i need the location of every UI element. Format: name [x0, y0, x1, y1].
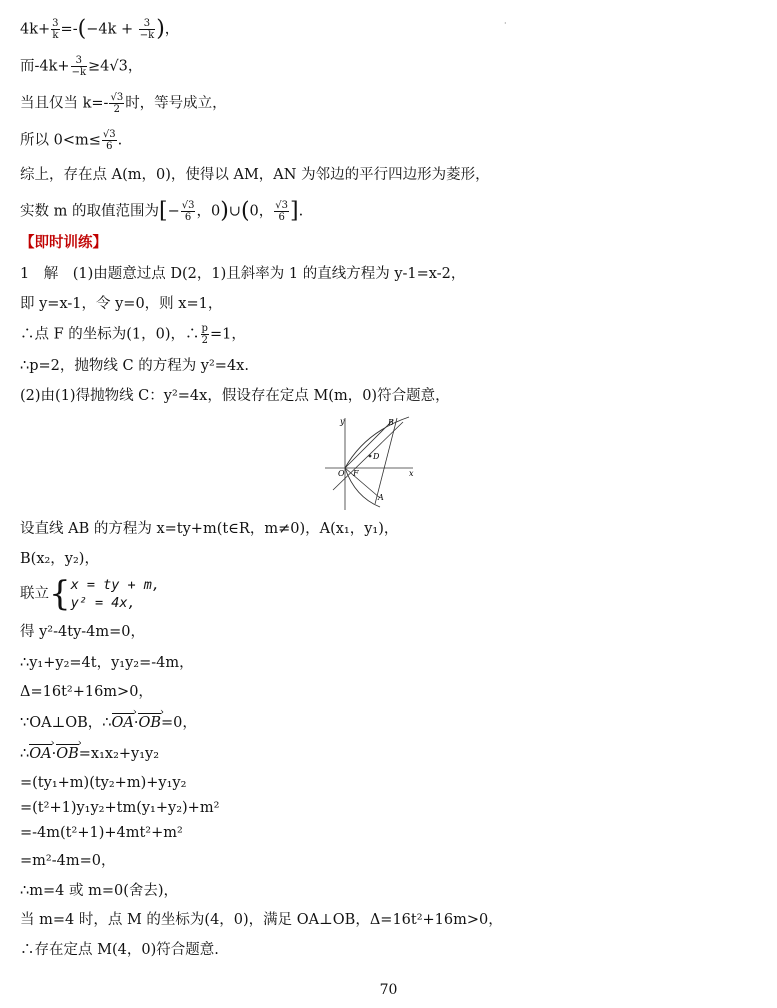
fraction-numerator: √3 [181, 200, 195, 211]
fraction-numerator: 3 [52, 18, 59, 29]
text: ∴点 F 的坐标为(1，0)，∴ [20, 326, 200, 343]
fraction [102, 129, 117, 152]
text: 0， [249, 203, 274, 220]
fraction-denominator: k [52, 30, 59, 41]
vector-oa: OA › [29, 744, 51, 764]
line-10 [20, 323, 767, 346]
dot-operator: · [133, 715, 139, 731]
fraction-denominator: 6 [184, 212, 192, 223]
fraction [71, 55, 87, 78]
text: ≥4√3， [88, 58, 143, 75]
vector-ob: OB › [56, 744, 79, 764]
text: =0， [161, 715, 197, 731]
segment-oa [345, 468, 380, 498]
text: 时，等号成立， [125, 95, 227, 112]
text: ∴ [20, 746, 30, 762]
parabola-curve [345, 417, 409, 507]
line-16: 得 y²-4ty-4m=0， [20, 624, 146, 640]
left-paren: ( [240, 198, 250, 224]
text: =1， [209, 326, 246, 343]
vector-oa: OA › [112, 713, 134, 733]
label-a: A [378, 493, 384, 502]
line-3 [20, 92, 767, 115]
line-23: =-4m(t²+1)+4mt²+m² [20, 825, 183, 841]
fraction [109, 92, 124, 115]
fraction-numerator: 3 [71, 55, 87, 67]
union-symbol: ∪ [228, 203, 241, 220]
line-1 [20, 18, 767, 41]
fraction-denominator: −k [139, 30, 155, 41]
point-d [369, 455, 372, 458]
right-paren: ) [156, 16, 165, 42]
line-27: ∴存在定点 M(4，0)符合题意. [20, 942, 219, 958]
page-number: 70 [379, 982, 398, 998]
text: . [298, 203, 304, 220]
stray-dot: · [504, 19, 507, 28]
text: . [117, 132, 123, 149]
text: =x₁x₂+y₁y₂ [78, 746, 160, 762]
line-20 [20, 744, 767, 764]
vector-ob: OB › [138, 713, 161, 733]
fraction-numerator: √3 [275, 200, 288, 211]
equation-2: y² = 4x, [70, 595, 136, 611]
fraction-denominator: 6 [278, 212, 285, 223]
dot-operator: · [51, 746, 57, 762]
line-6 [20, 200, 767, 223]
label-b: B [388, 418, 394, 427]
text: =- [60, 21, 78, 38]
text: 所以 0<m≤ [20, 132, 101, 149]
label-y: y [340, 417, 345, 426]
label-o: O [338, 469, 345, 478]
line-26: 当 m=4 时，点 M 的坐标为(4，0)，满足 OA⊥OB，Δ=16t²+16m>0， [20, 912, 503, 928]
fraction-numerator: 3 [139, 18, 155, 30]
line-through-d [333, 422, 403, 490]
text: 当且仅当 k=- [20, 95, 109, 112]
right-bracket: ] [290, 198, 299, 224]
text: 而-4k+ [20, 58, 70, 75]
fraction-denominator: 2 [113, 104, 120, 115]
fraction-denominator: 2 [201, 335, 208, 346]
equation-1: x = ty + m, [70, 577, 161, 593]
fraction-denominator: −k [71, 67, 87, 78]
line-18: Δ=16t²+16m>0， [20, 684, 153, 700]
line-8: 1 解 (1)由题意过点 D(2，1)且斜率为 1 的直线方程为 y-1=x-2， [20, 266, 466, 282]
fraction [139, 18, 155, 41]
line-19 [20, 713, 767, 733]
fraction-denominator: 6 [106, 141, 113, 152]
line-17: ∴y₁+y₂=4t，y₁y₂=-4m， [20, 655, 194, 671]
fraction-numerator: √3 [110, 92, 124, 103]
fraction-numerator: √3 [102, 129, 116, 140]
fraction [201, 323, 209, 346]
line-11: ∴p=2，抛物线 C 的方程为 y²=4x. [20, 358, 249, 374]
line-15-system [20, 576, 767, 612]
label-f: F [353, 469, 359, 478]
line-24: =m²-4m=0， [20, 853, 116, 869]
line-21: =(ty₁+m)(ty₂+m)+y₁y₂ [20, 775, 187, 791]
fraction [181, 200, 196, 223]
text: 4k+ [20, 21, 51, 38]
parabola-figure [325, 412, 425, 512]
text: −4k + [86, 21, 138, 38]
line-9: 即 y=x-1，令 y=0，则 x=1， [20, 296, 223, 312]
line-2 [20, 55, 767, 78]
equation-system [71, 576, 160, 612]
label-x: x [409, 469, 414, 478]
left-brace: { [49, 574, 71, 614]
section-heading: 【即时训练】 [20, 234, 107, 251]
line-14: B(x₂，y₂)， [20, 551, 99, 567]
line-25: ∴m=4 或 m=0(舍去)， [20, 883, 179, 899]
line-4 [20, 129, 767, 152]
line-13: 设直线 AB 的方程为 x=ty+m(t∈R，m≠0)，A(x₁，y₁)， [20, 521, 399, 537]
line-12: (2)由(1)得抛物线 C：y²=4x，假设存在定点 M(m，0)符合题意， [20, 388, 450, 404]
text: ∵OA⊥OB，∴ [20, 715, 112, 731]
left-bracket: [ [158, 198, 168, 224]
left-paren: ( [77, 16, 87, 42]
text: − [167, 203, 180, 220]
text: 联立 [20, 586, 49, 602]
line-22: =(t²+1)y₁y₂+tm(y₁+y₂)+m² [20, 800, 220, 816]
text: ， [164, 21, 180, 38]
fraction-numerator: p [201, 323, 208, 334]
text: ，0 [196, 203, 221, 220]
text: 实数 m 的取值范围为 [20, 203, 159, 220]
label-d: D [373, 452, 380, 461]
line-5: 综上，存在点 A(m，0)，使得以 AM，AN 为邻边的平行四边形为菱形， [20, 167, 490, 183]
fraction [51, 18, 59, 41]
fraction [274, 200, 289, 223]
right-paren: ) [220, 198, 229, 224]
